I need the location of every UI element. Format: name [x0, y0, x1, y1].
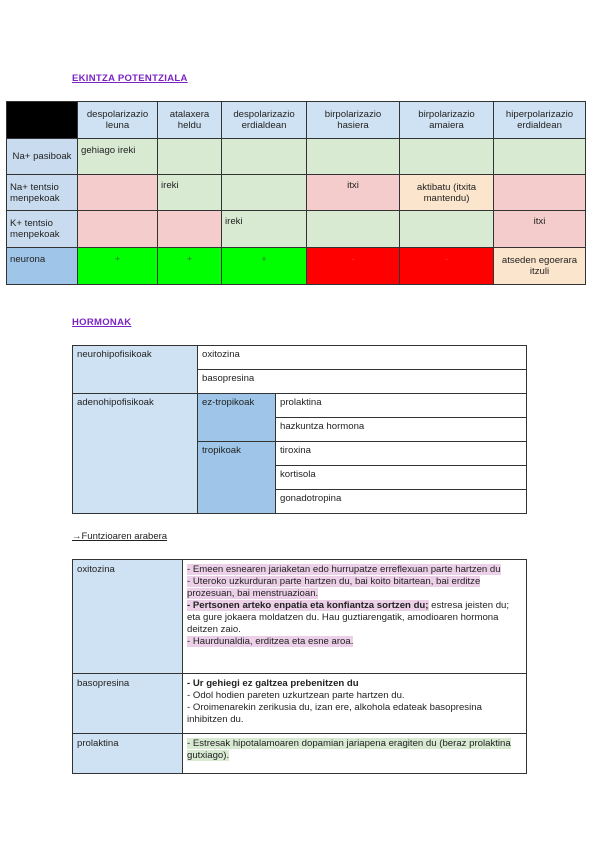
table-cell	[222, 248, 307, 285]
subgroup-label-tropikoak: tropikoak	[198, 442, 276, 514]
table-cell	[307, 211, 400, 248]
minus-sign: -	[351, 254, 355, 264]
description-line: - Uteroko uzkurduran parte hartzen du, bai koito bitartean, bai erditze prozesuan, bai menstruazioan.	[187, 576, 481, 599]
table-row	[73, 560, 527, 674]
column-header: atalaxera heldu	[158, 102, 222, 139]
column-header: hiperpolarizazio erdialdean	[494, 102, 586, 139]
header-corner-cell	[7, 102, 78, 139]
table-row	[73, 734, 527, 774]
section-title-potential: EKINTZA POTENTZIALA	[72, 73, 188, 84]
description-line: - Estresak hipotalamoaren dopamian jariapena eragiten du (beraz prolaktina gutxiago).	[187, 738, 511, 761]
description-line: - Oroimenarekin zerikusia du, izan ere, alkohola edateak basopresina inhibitzen du.	[187, 702, 482, 725]
table-row	[7, 211, 586, 248]
list-item: gonadotropina	[276, 490, 527, 514]
table-cell	[222, 139, 307, 175]
table-cell	[400, 211, 494, 248]
table-cell	[78, 211, 158, 248]
table-row	[7, 248, 586, 285]
plus-sign: +	[261, 254, 267, 264]
table-cell	[400, 139, 494, 175]
table-cell	[400, 248, 494, 285]
plus-sign: +	[114, 254, 121, 264]
table-row	[7, 175, 586, 211]
hormone-label: basopresina	[73, 674, 183, 734]
table-row	[73, 346, 527, 370]
list-item: hazkuntza hormona	[276, 418, 527, 442]
table-cell	[307, 139, 400, 175]
hormone-description	[183, 560, 527, 674]
description-line: estresa jeisten du; eta gure jokaera moldatzen du. Hau guztiarengatik, amodioaren hormona deitzen zaio.	[187, 600, 510, 635]
table-header-row	[7, 102, 586, 139]
column-header: despolarizazio leuna	[78, 102, 158, 139]
column-header: birpolarizazio amaiera	[400, 102, 494, 139]
description-line: - Emeen esnearen jariaketan edo hurrupatze erreflexuan parte hartzen du	[187, 564, 501, 575]
column-header: despolarizazio erdialdean	[222, 102, 307, 139]
list-item: prolaktina	[276, 394, 527, 418]
function-link[interactable]: →Funtzioaren arabera	[72, 531, 168, 542]
list-item: basopresina	[198, 370, 527, 394]
minus-sign: -	[445, 254, 448, 264]
table-row	[7, 139, 586, 175]
table-cell: ireki	[222, 211, 307, 248]
action-potential-table	[6, 101, 586, 285]
column-header: birpolarizazio hasiera	[307, 102, 400, 139]
table-cell	[222, 175, 307, 211]
hormone-description	[183, 674, 527, 734]
table-cell	[494, 175, 586, 211]
hormone-description	[183, 734, 527, 774]
table-cell: itxi	[307, 175, 400, 211]
group-label-neuro: neurohipofisikoak	[73, 346, 198, 394]
description-line: - Odol hodien pareten uzkurtzean parte hartzen du.	[187, 690, 405, 701]
table-cell: atseden egoerara itzuli	[494, 248, 586, 285]
description-line-bold: - Ur gehiegi ez galtzea prebenitzen du	[187, 678, 359, 689]
functions-table	[72, 559, 527, 774]
row-header: Na+ pasiboak	[7, 139, 78, 175]
table-cell: gehiago ireki	[78, 139, 158, 175]
table-row	[73, 394, 527, 418]
plus-sign: +	[186, 254, 193, 264]
row-header: neurona	[7, 248, 78, 285]
list-item: oxitozina	[198, 346, 527, 370]
table-row	[73, 674, 527, 734]
table-cell: itxi	[494, 211, 586, 248]
table-cell	[78, 175, 158, 211]
table-cell: ireki	[158, 175, 222, 211]
row-header: Na+ tentsio menpekoak	[7, 175, 78, 211]
hormone-label: oxitozina	[73, 560, 183, 674]
section-title-hormones: HORMONAK	[72, 317, 132, 328]
list-item: tiroxina	[276, 442, 527, 466]
hormone-label: prolaktina	[73, 734, 183, 774]
table-cell	[158, 211, 222, 248]
table-cell	[158, 248, 222, 285]
subgroup-label-ez-tropikoak: ez-tropikoak	[198, 394, 276, 442]
table-cell	[158, 139, 222, 175]
table-cell: aktibatu (itxita mantendu)	[400, 175, 494, 211]
row-header: K+ tentsio menpekoak	[7, 211, 78, 248]
description-line-bold: - Pertsonen arteko enpatia eta konfiantza sortzen du;	[187, 600, 429, 611]
description-line: - Haurdunaldia, erditzea eta esne aroa.	[187, 636, 354, 647]
table-cell	[78, 248, 158, 285]
table-cell	[494, 139, 586, 175]
group-label-adeno: adenohipofisikoak	[73, 394, 198, 514]
hormones-table	[72, 345, 527, 514]
list-item: kortisola	[276, 466, 527, 490]
table-cell	[307, 248, 400, 285]
